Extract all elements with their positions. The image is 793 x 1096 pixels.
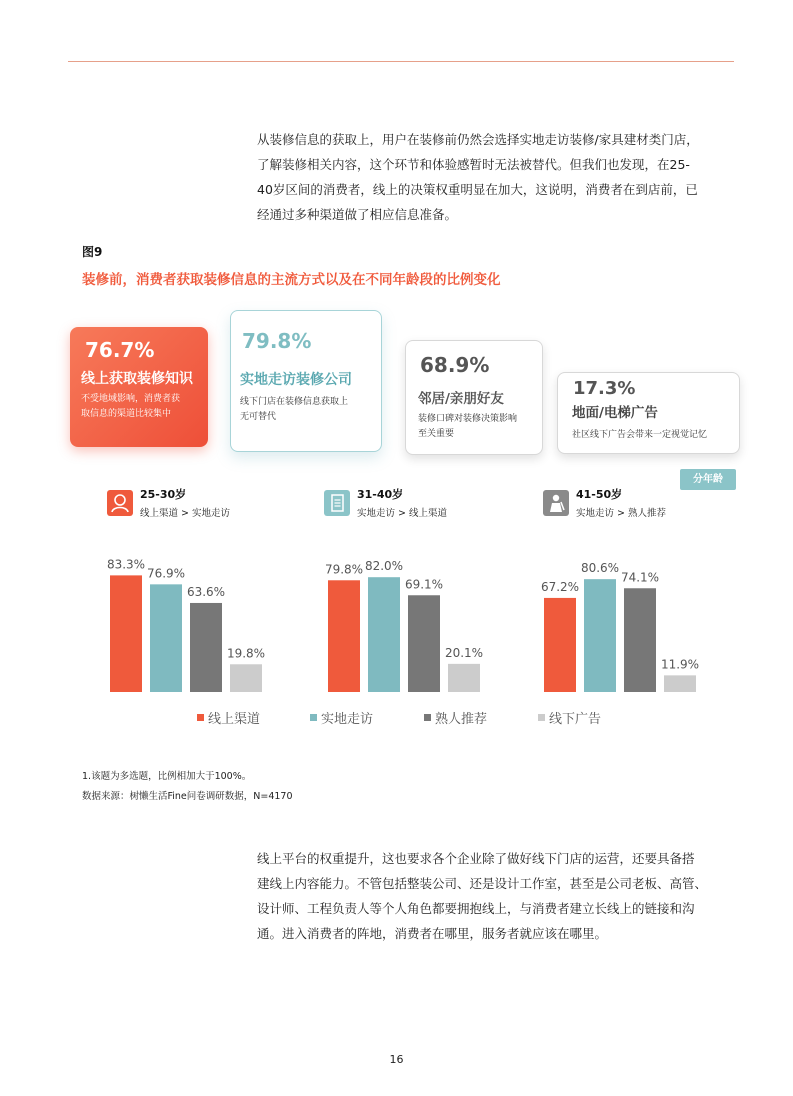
card-online [70,327,208,447]
age-group-ranking: 实地走访 > 线上渠道 [357,508,447,519]
card-description-line: 至关重要 [418,429,455,439]
bar [150,584,182,692]
card-description-line: 取信息的渠道比较集中 [81,409,172,419]
card-referral [405,340,543,455]
card-description [418,412,517,442]
card-title: 线上获取装修知识 [81,371,193,387]
card-description [572,428,707,443]
paragraph-line: 40岁区间的消费者，线上的决策权重明显在加大，这说明，消费者在到店前，已 [257,182,698,197]
bar [664,675,696,692]
bar-value-label: 11.9% [660,657,700,672]
figure-title: 装修前，消费者获取装修信息的主流方式以及在不同年龄段的比例变化 [82,272,501,288]
footnote: 1.该题为多选题，比例相加大于100%。 [82,771,252,782]
bar [448,664,480,692]
bar-value-label: 80.6% [580,561,620,576]
paragraph-line: 通。进入消费者的阵地，消费者在哪里，服务者就应该在哪里。 [257,926,608,941]
paragraph-line: 设计师、工程负责人等个人角色都要拥抱线上，与消费者建立长线上的链接和沟 [257,901,695,916]
legend-swatch [197,714,204,721]
age-breakdown-tag: 分年龄 [680,469,736,490]
card-percent: 17.3% [573,378,636,399]
document-icon [324,490,350,516]
bar-value-label: 20.1% [444,645,484,660]
bar-value-label: 82.0% [364,559,404,574]
bar [368,577,400,692]
paragraph-line: 线上平台的权重提升，这也要求各个企业除了做好线下门店的运营，还要具备搭 [257,851,695,866]
bar [544,598,576,692]
card-description-line: 线下门店在装修信息获取上 [240,397,349,407]
legend-label: 线上渠道 [208,712,261,727]
card-offline-ads [557,372,740,454]
legend-item-referral [424,708,488,727]
card-description-line: 社区线下广告会带来一定视觉记忆 [572,430,708,440]
bar [190,603,222,692]
bar-value-label: 19.8% [226,646,266,661]
bar-value-label: 63.6% [186,584,226,599]
age-group-label: 41-50岁 [576,488,623,501]
card-percent: 76.7% [85,338,155,362]
card-title: 地面/电梯广告 [572,405,658,421]
paragraph-line: 经通过多种渠道做了相应信息准备。 [257,207,458,222]
bar-value-label: 79.8% [324,562,364,577]
data-source: 数据来源：树懒生活Fine问卷调研数据，N=4170 [82,791,293,802]
card-title: 邻居/亲朋好友 [418,391,504,407]
bar-value-label: 76.9% [146,566,186,581]
card-title: 实地走访装修公司 [240,372,352,388]
card-description [240,395,348,425]
bar [408,595,440,692]
paragraph-line: 建线上内容能力。不管包括整装公司、还是设计工作室，甚至是公司老板、高管、 [257,876,708,891]
legend-swatch [538,714,545,721]
card-description-line: 装修口碑对装修决策影响 [418,414,518,424]
bar-value-label: 69.1% [404,577,444,592]
page-number: 16 [389,1053,404,1066]
bar [624,588,656,692]
legend-item-site-visit [310,708,374,727]
worker-icon [543,490,569,516]
paragraph-line: 从装修信息的获取上，用户在装修前仍然会选择实地走访装修/家具建材类门店， [257,132,699,147]
person-icon [107,490,133,516]
bar [230,664,262,692]
bar [584,579,616,692]
bar [328,580,360,692]
bar-value-label: 74.1% [620,570,660,585]
header-rule [68,61,734,62]
legend-label: 线下广告 [549,712,602,727]
card-percent: 68.9% [420,353,490,377]
intro-paragraph [257,127,699,227]
age-group-ranking: 线上渠道 > 实地走访 [140,508,230,519]
card-description-line: 不受地域影响，消费者获 [81,394,181,404]
bar-value-label: 67.2% [540,579,580,594]
legend-label: 熟人推荐 [435,712,488,727]
legend-swatch [310,714,317,721]
card-description-line: 无可替代 [240,412,277,422]
legend-item-offline-ads [538,708,602,727]
legend-swatch [424,714,431,721]
closing-paragraph [257,846,707,946]
age-group-label: 25-30岁 [140,488,187,501]
card-site-visit [230,310,382,452]
legend-label: 实地走访 [321,712,374,727]
card-description [81,392,180,422]
bar [110,575,142,692]
age-group-ranking: 实地走访 > 熟人推荐 [576,508,666,519]
legend-item-online [197,708,261,727]
figure-number: 图9 [82,245,103,259]
age-group-label: 31-40岁 [357,488,404,501]
paragraph-line: 了解装修相关内容，这个环节和体验感暂时无法被替代。但我们也发现，在25- [257,157,690,172]
card-percent: 79.8% [242,329,312,353]
bar-value-label: 83.3% [106,557,146,572]
